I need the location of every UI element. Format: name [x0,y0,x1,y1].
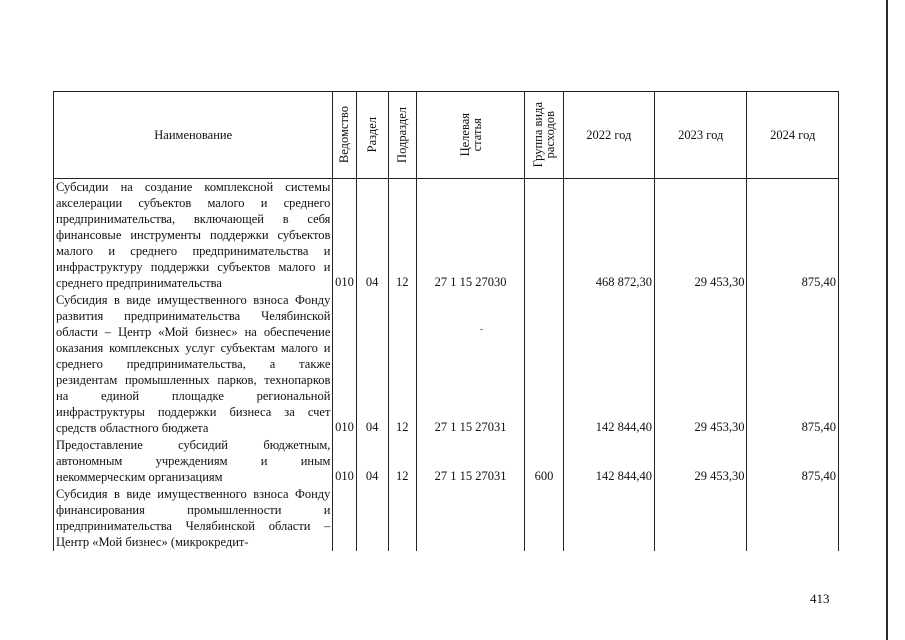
row-statya: 27 1 15 27030 [416,179,525,293]
row-gruppa [525,486,563,551]
row-gruppa [525,179,563,293]
table-header [54,92,839,179]
row-statya [416,486,525,551]
scan-edge-line [886,0,888,640]
row-2022: 142 844,40 [563,437,654,486]
row-name: Субсидия в виде имущественного взноса Фонду развития предпринимательства Челябинской области – Центр «Мой бизнес» на обеспечение оказания комплексных услуг субъектам малого и среднего предпринимательства, а также резидентам промышленных парков, технопарков на единой площадке региональной инфраструктуры поддержки бизнеса за счет средств областного бюджета [54,292,333,437]
row-podrazdel: 12 [388,292,416,437]
row-2023 [655,486,747,551]
row-2022: 468 872,30 [563,179,654,293]
row-podrazdel: 12 [388,437,416,486]
row-2023: 29 453,30 [655,437,747,486]
row-statya: 27 1 15 27031 [416,292,525,437]
row-2022: 142 844,40 [563,292,654,437]
row-gruppa: 600 [525,437,563,486]
row-vedomstvo [333,486,356,551]
header-2022: 2022 год [563,92,654,179]
row-2024: 875,40 [747,292,839,437]
row-2023: 29 453,30 [655,292,747,437]
table-row [54,179,839,293]
header-statya: Целевая статья [416,92,525,179]
row-2022 [563,486,654,551]
row-podrazdel: 12 [388,179,416,293]
header-gruppa: Группа вида расходов [525,92,563,179]
row-2024 [747,486,839,551]
row-podrazdel [388,486,416,551]
row-vedomstvo: 010 [333,292,356,437]
row-gruppa [525,292,563,437]
row-razdel: 04 [356,437,388,486]
row-razdel: 04 [356,179,388,293]
row-2024: 875,40 [747,437,839,486]
header-razdel: Раздел [356,92,388,179]
budget-table [53,91,839,551]
row-razdel [356,486,388,551]
row-name: Субсидии на создание комплексной системы акселерации субъектов малого и среднего предпринимательства, включающей в себя финансовые инструменты поддержки субъектов малого и среднего предпринимательства и инфраструктуру поддержки субъектов малого и среднего предпринимательства [54,179,333,293]
row-name: Предоставление субсидий бюджетным, автономным учреждениям и иным некоммерческим организациям [54,437,333,486]
table-row [54,437,839,486]
row-vedomstvo: 010 [333,179,356,293]
row-2023: 29 453,30 [655,179,747,293]
header-vedomstvo: Ведомство [333,92,356,179]
header-podrazdel: Подраздел [388,92,416,179]
page-number: 413 [810,591,830,606]
row-statya: 27 1 15 27031 [416,437,525,486]
row-name: Субсидия в виде имущественного взноса Фонду финансирования промышленности и предпринимательства Челябинской области – Центр «Мой бизнес» (микрокредит- [54,486,333,551]
header-2023: 2023 год [655,92,747,179]
row-2024: 875,40 [747,179,839,293]
row-vedomstvo: 010 [333,437,356,486]
row-razdel: 04 [356,292,388,437]
header-2024: 2024 год [747,92,839,179]
table-row [54,486,839,551]
header-name: Наименование [54,92,333,179]
table-row [54,292,839,437]
